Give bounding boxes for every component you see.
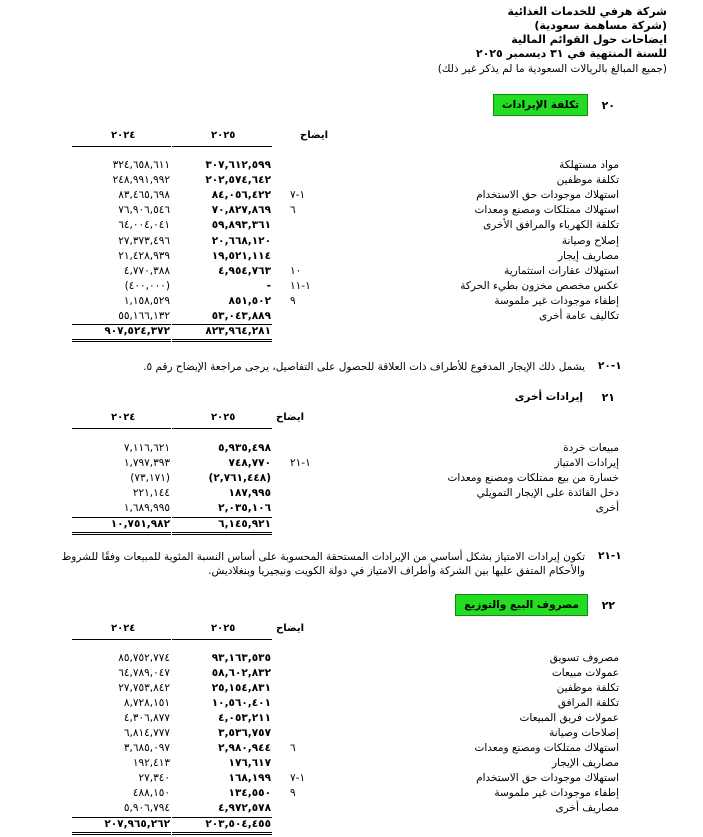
row-value-2024: ١,٦٨٩,٩٩٥: [123, 501, 170, 514]
total-double-line-2024: [72, 532, 171, 533]
col-header-2024: ٢٠٢٤: [111, 623, 136, 634]
section-title-cost-of-revenue: تكلفة الإيرادات: [493, 94, 588, 116]
note-20-1-text: يشمل ذلك الإيجار المدفوع للأطراف ذات العلاقة للحصول على التفاصيل، يرجى مراجعة الإيضاح رقم ٥.: [143, 361, 585, 373]
row-value-2024: ٨,٧٢٨,١٥١: [123, 696, 170, 709]
row-value-2025: ١٦٨,١٩٩: [228, 771, 271, 784]
row-note-ref: ١-٢١: [290, 456, 311, 469]
row-label: تكلفة المرافق: [557, 696, 619, 709]
row-label: تكلفة موظفين: [556, 174, 619, 187]
row-value-2024: (٤٠٠,٠٠٠): [124, 279, 170, 292]
note-21-1-number: ١-٢١: [598, 550, 622, 562]
row-value-2025: ٢٠,٦٦٨,١٢٠: [211, 234, 271, 247]
row-value-2025: ١٩,٥٢١,١١٤: [211, 249, 271, 262]
row-value-2024: ٣,٦٨٥,٠٩٧: [123, 741, 170, 754]
row-value-2024: ٤,٣٠٦,٨٧٧: [123, 711, 170, 724]
row-value-2024: ٦٤,٠٠٤,٠٤١: [118, 219, 170, 232]
row-value-2024: (٧٣,١٧١): [130, 471, 170, 484]
row-value-2025: ٢,٩٨٠,٩٤٤: [218, 741, 271, 754]
section-number-22: ٢٢: [601, 599, 615, 612]
row-note-ref: ١-٧: [290, 771, 306, 784]
row-value-2024: ٦٤,٧٨٩,٠٤٧: [118, 666, 170, 679]
row-value-2024: ٦,٨١٤,٧٧٧: [123, 726, 170, 739]
row-note-ref: ٩: [290, 294, 296, 307]
row-value-2025: ١٠,٥٦٠,٤٠١: [211, 696, 271, 709]
row-value-2024: ٥,٩٠٦,٧٩٤: [123, 801, 170, 814]
row-label: عمولات فريق المبيعات: [519, 711, 619, 724]
col-header-2025: ٢٠٢٥: [211, 623, 236, 634]
section-title-other-income: إيرادات أخرى: [514, 391, 583, 403]
row-value-2024: ٢٢١,١٤٤: [132, 486, 170, 499]
row-value-2024: ٢٧,٣٧٣,٤٩٦: [118, 234, 170, 247]
row-label: خسارة من بيع ممتلكات ومصنع ومعدات: [447, 471, 619, 484]
row-label: استهلاك عقارات استثمارية: [504, 264, 619, 277]
col-header-2024: ٢٠٢٤: [111, 412, 136, 423]
row-value-2025: ٤,٠٥٣,٢١١: [218, 711, 271, 724]
row-value-2024: ٤٨٨,١٥٠: [132, 786, 170, 799]
row-value-2025: ٩٣,١٦٣,٥٣٥: [211, 652, 271, 664]
row-note-ref: ١-١١: [290, 279, 311, 292]
total-double-line-2024b: [72, 534, 171, 535]
col-header-note: ايضاح: [300, 130, 328, 141]
row-value-2024: ٢١,٤٢٨,٩٣٩: [118, 249, 170, 262]
row-value-2025: ٤,٩٥٤,٧٦٣: [218, 264, 271, 277]
total-2025: ٦,١٤٥,٩٢١: [218, 518, 271, 530]
col-header-2024: ٢٠٢٤: [111, 130, 136, 141]
row-note-ref: ١-٧: [290, 189, 306, 202]
note-21-1-line1: تكون إيرادات الامتياز بشكل أساسي من الإيرادات المستحقة المحسوبة على أساس النسبة المئوية للمبيعات وفقًا للشروط: [61, 551, 585, 563]
row-label: مصاريف إيجار: [557, 249, 619, 262]
row-note-ref: ٩: [290, 786, 296, 799]
row-value-2024: ١٩٢,٤١٣: [132, 756, 170, 769]
row-value-2025: ٥٩,٨٩٣,٣٦١: [211, 219, 271, 232]
row-label: إصلاح وصيانة: [561, 234, 619, 247]
row-value-2025: ٣٠٧,٦١٢,٥٩٩: [205, 159, 271, 171]
row-label: مصاريف أخرى: [555, 801, 619, 814]
col-underline-2025: [172, 639, 272, 640]
period-title: للسنة المنتهية في ٣١ ديسمبر ٢٠٢٥: [475, 47, 667, 60]
total-2025: ٢٠٣,٥٠٤,٤٥٥: [205, 818, 271, 830]
row-label: إصلاحات وصيانة: [549, 726, 619, 739]
total-2025: ٨٢٣,٩٦٤,٢٨١: [205, 325, 271, 337]
total-double-line-2025: [172, 832, 272, 833]
row-value-2024: ٢٤٨,٩٩١,٩٩٢: [112, 174, 170, 187]
row-label: تكاليف عامة أخرى: [539, 310, 619, 322]
row-label: أخرى: [595, 501, 619, 514]
note-20-1-number: ١-٢٠: [598, 360, 622, 372]
row-value-2025: ٢٠٢,٥٧٤,٦٤٢: [205, 174, 271, 187]
row-value-2024: ٧٦,٩٠٦,٥٤٦: [118, 204, 170, 217]
row-value-2024: ٧,١١٦,٦٢١: [123, 442, 170, 454]
total-double-line-2024: [72, 832, 171, 833]
row-value-2024: ٥٥,١٦٦,١٣٢: [118, 310, 170, 322]
col-underline-2024: [72, 639, 171, 640]
row-note-ref: ١٠: [290, 264, 302, 277]
row-value-2025: ٤,٩٧٢,٥٧٨: [218, 801, 271, 814]
col-underline-2025: [172, 146, 272, 147]
row-label: مصروف تسويق: [549, 652, 619, 664]
total-double-line-2024b: [72, 834, 171, 835]
total-2024: ٢٠٧,٩٦٥,٢٦٢: [104, 818, 170, 830]
total-double-line-2025: [172, 339, 272, 340]
row-value-2025: ٢٥,١٥٤,٨٣١: [211, 681, 271, 694]
row-value-2025: (٢,٧٦١,٤٤٨): [208, 471, 271, 484]
total-double-line-2024b: [72, 341, 171, 342]
row-value-2025: ٥٣,٠٤٣,٨٨٩: [211, 310, 271, 322]
row-label: استهلاك ممتلكات ومصنع ومعدات: [474, 204, 619, 217]
col-header-2025: ٢٠٢٥: [211, 412, 236, 423]
row-note-ref: ٦: [290, 204, 296, 217]
row-label: استهلاك موجودات حق الاستخدام: [476, 189, 619, 202]
section-number-20: ٢٠: [601, 99, 615, 112]
row-label: إطفاء موجودات غير ملموسة: [494, 786, 619, 799]
document-title: ايضاحات حول القوائم المالية: [511, 33, 667, 46]
row-label: تكلفة موظفين: [556, 681, 619, 694]
row-value-2025: ٣,٥٣٦,٧٥٧: [218, 726, 271, 739]
row-label: استهلاك موجودات حق الاستخدام: [476, 771, 619, 784]
col-underline-2024: [72, 428, 171, 429]
row-value-2025: ٢,٠٣٥,١٠٦: [218, 501, 271, 514]
section-number-21: ٢١: [601, 391, 615, 404]
row-value-2025: ٨٤,٠٥٦,٤٢٢: [211, 189, 271, 202]
company-name: شركة هرفي للخدمات الغذائية: [507, 5, 667, 18]
total-double-line-2024: [72, 339, 171, 340]
row-value-2025: ٥٨,٦٠٢,٨٣٢: [211, 666, 271, 679]
row-value-2024: ٣٢٤,٦٥٨,٦١١: [112, 159, 170, 171]
row-value-2024: ٤,٧٧٠,٣٨٨: [123, 264, 170, 277]
row-label: مصاريف الإيجار: [551, 756, 619, 769]
row-value-2024: ٢٧,٧٥٣,٨٤٢: [118, 681, 170, 694]
row-label: إيرادات الامتياز: [554, 456, 619, 469]
col-header-2025: ٢٠٢٥: [211, 130, 236, 141]
row-value-2024: ٨٣,٤٦٥,٦٩٨: [118, 189, 170, 202]
row-value-2024: ١,١٥٨,٥٢٩: [123, 294, 170, 307]
row-value-2025: ٥,٩٣٥,٤٩٨: [218, 442, 271, 454]
row-value-2025: -: [266, 279, 271, 292]
row-value-2025: ٧٤٨,٧٧٠: [228, 456, 271, 469]
total-double-line-2025b: [172, 534, 272, 535]
col-underline-2024: [72, 146, 171, 147]
row-value-2025: ١٧٦,٦١٧: [228, 756, 271, 769]
currency-note: (جميع المبالغ بالريالات السعودية ما لم يذكر غير ذلك): [437, 63, 667, 75]
row-value-2024: ٢٧,٣٤٠: [138, 771, 170, 784]
row-note-ref: ٦: [290, 741, 296, 754]
row-value-2025: ١٨٧,٩٩٥: [228, 486, 271, 499]
row-value-2024: ١,٧٩٧,٣٩٣: [123, 456, 170, 469]
total-2024: ١٠,٧٥١,٩٨٢: [110, 518, 170, 530]
company-type: (شركة مساهمة سعودية): [534, 19, 667, 32]
col-header-note: ايضاح: [276, 412, 304, 423]
row-label: مبيعات خردة: [563, 442, 619, 454]
row-label: مواد مستهلكة: [559, 159, 619, 171]
total-2024: ٩٠٧,٥٢٤,٣٧٢: [104, 325, 170, 337]
total-double-line-2025b: [172, 341, 272, 342]
col-header-note: ايضاح: [276, 623, 304, 634]
note-21-1-line2: والأحكام المتفق عليها بين الشركة وأطراف الامتياز في دولة الكويت ونيجيريا وبنغلاديش.: [208, 565, 585, 577]
row-label: دخل الفائدة على الإيجار التمويلي: [476, 486, 619, 499]
row-label: عكس مخصص مخزون بطيء الحركة: [460, 279, 619, 292]
total-double-line-2025: [172, 532, 272, 533]
row-value-2025: ١٣٤,٥٥٠: [228, 786, 271, 799]
row-label: تكلفة الكهرباء والمرافق الأخرى: [483, 219, 619, 232]
row-value-2025: ٨٥١,٥٠٢: [228, 294, 271, 307]
row-value-2025: ٧٠,٨٢٧,٨٦٩: [211, 204, 271, 217]
col-underline-2025: [172, 428, 272, 429]
section-title-selling-distribution: مصروف البيع والتوزيع: [455, 594, 588, 616]
total-double-line-2025b: [172, 834, 272, 835]
row-value-2024: ٨٥,٧٥٢,٧٧٤: [118, 652, 170, 664]
row-label: عمولات مبيعات: [551, 666, 619, 679]
row-label: استهلاك ممتلكات ومصنع ومعدات: [474, 741, 619, 754]
row-label: إطفاء موجودات غير ملموسة: [494, 294, 619, 307]
